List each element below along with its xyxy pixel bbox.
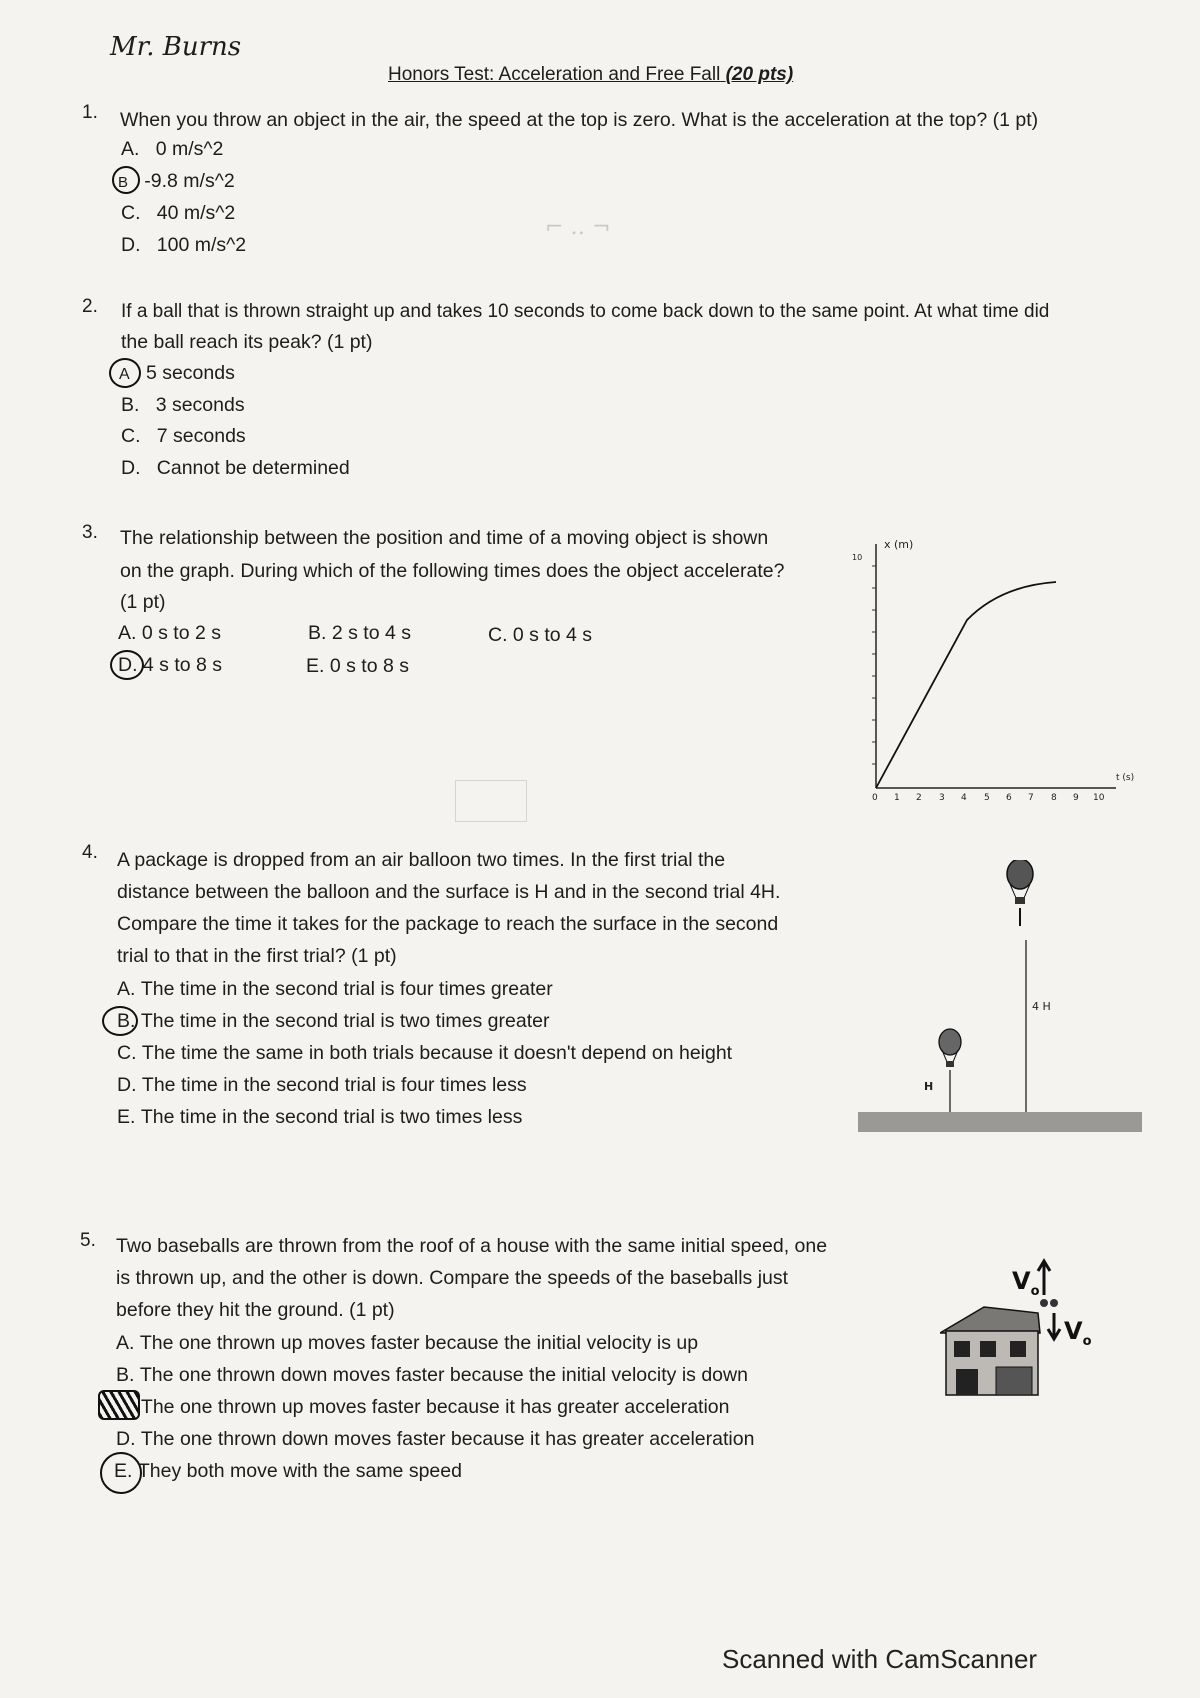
- option-b: B -9.8 m/s^2: [118, 170, 235, 192]
- option-c: The one thrown up moves faster because it has greater acceleration: [140, 1396, 730, 1418]
- x-tick-label: 0: [872, 793, 878, 803]
- ball-icon: [1040, 1299, 1048, 1307]
- question-number: 3.: [82, 522, 98, 543]
- x-tick-label: 3: [939, 793, 945, 803]
- question-text-line3: before they hit the ground. (1 pt): [116, 1299, 395, 1321]
- question-text-line4: trial to that in the first trial? (1 pt): [117, 945, 397, 967]
- option-d: D. 100 m/s^2: [121, 234, 247, 256]
- title-text: Honors Test: Acceleration and Free Fall: [388, 64, 721, 85]
- option-c: C. 0 s to 4 s: [488, 624, 593, 646]
- v-up-label: $V_o$: [1012, 1267, 1040, 1299]
- question-text-line1: A package is dropped from an air balloon two times. In the first trial the: [117, 849, 726, 871]
- x-tick-label: 2: [916, 793, 922, 803]
- x-tick-label: 9: [1073, 793, 1079, 803]
- option-b: B. The time in the second trial is two times greater: [117, 1010, 550, 1032]
- option-a: A. The one thrown up moves faster because the initial velocity is up: [116, 1332, 699, 1354]
- balloon-envelope: [1007, 860, 1033, 889]
- ball-icon: [1050, 1299, 1058, 1307]
- option-d: D. 4 s to 8 s: [118, 654, 223, 676]
- option-a: A. 0 m/s^2: [121, 138, 224, 160]
- x-tick-label: 10: [1093, 793, 1105, 803]
- house-figure: [940, 1255, 1110, 1415]
- option-a: A. The time in the second trial is four times greater: [117, 978, 553, 1000]
- graph-x-label: t (s): [1116, 773, 1135, 783]
- question-text-line1: Two baseballs are thrown from the roof of a house with the same initial speed, one: [116, 1235, 828, 1257]
- house-window: [954, 1341, 970, 1357]
- option-c: C. 40 m/s^2: [121, 202, 236, 224]
- graph-y-label: x (m): [884, 538, 914, 551]
- option-e: E. The time in the second trial is two times less: [117, 1106, 523, 1128]
- x-tick-label: 7: [1028, 793, 1034, 803]
- ground-surface: [858, 1112, 1142, 1132]
- house-window: [1010, 1341, 1026, 1357]
- x-tick-label: 4: [961, 793, 967, 803]
- option-b: B. 2 s to 4 s: [308, 622, 411, 644]
- x-tick-label: 5: [984, 793, 990, 803]
- question-text-line1: If a ball that is thrown straight up and takes 10 seconds to come back down to the same point. At what time did: [121, 301, 1050, 322]
- question-text-line2: distance between the balloon and the surface is H and in the second trial 4H.: [117, 881, 781, 903]
- option-d: D. The time in the second trial is four times less: [117, 1074, 527, 1096]
- option-a: A. 0 s to 2 s: [118, 622, 221, 644]
- balloon-figure: [850, 860, 1150, 1145]
- house-door: [956, 1369, 978, 1395]
- label-h: H: [924, 1080, 934, 1093]
- option-b: B. The one thrown down moves faster because the initial velocity is down: [116, 1364, 748, 1386]
- question-number: 2.: [82, 296, 98, 317]
- house-roof: [940, 1307, 1040, 1333]
- option-e: E. They both move with the same speed: [114, 1460, 462, 1482]
- question-number: 1.: [82, 102, 98, 123]
- option-b: B. 3 seconds: [121, 394, 245, 416]
- teacher-name: Mr. Burns: [110, 32, 242, 62]
- arrow-down-icon: [1048, 1313, 1060, 1339]
- page-title: [388, 64, 793, 86]
- x-tick-label: 1: [894, 793, 900, 803]
- question-text-line3: Compare the time it takes for the package to reach the surface in the second: [117, 913, 779, 935]
- v-down-label: $V_o$: [1064, 1317, 1092, 1349]
- title-points: (20 pts): [725, 64, 794, 85]
- position-time-graph: [850, 536, 1150, 816]
- x-tick-label: 6: [1006, 793, 1012, 803]
- arrow-up-icon: [1038, 1261, 1050, 1295]
- question-text-line2: the ball reach its peak? (1 pt): [121, 331, 373, 353]
- balloon-basket: [1015, 897, 1025, 904]
- question-number: 4.: [82, 842, 98, 863]
- graph-y-max-label: 10: [852, 553, 863, 562]
- option-d: D. The one thrown down moves faster because it has greater acceleration: [116, 1428, 755, 1450]
- balloon-low: [939, 1029, 961, 1112]
- question-number: 5.: [80, 1230, 96, 1251]
- x-tick-labels: [872, 793, 1105, 803]
- option-e: E. 0 s to 8 s: [306, 655, 409, 677]
- option-d: D. Cannot be determined: [121, 457, 350, 479]
- question-text-line3: (1 pt): [120, 591, 166, 613]
- label-4h: 4 H: [1032, 1000, 1051, 1013]
- balloon-high: [1007, 860, 1033, 926]
- question-text-line1: The relationship between the position and time of a moving object is shown: [120, 527, 769, 549]
- house-icon: [940, 1307, 1040, 1395]
- pencil-work: ⌐ ‥ ¬: [545, 215, 611, 240]
- pencil-box: [455, 780, 527, 822]
- house-window: [980, 1341, 996, 1357]
- scanner-watermark: Scanned with CamScanner: [722, 1644, 1038, 1674]
- question-text: When you throw an object in the air, the speed at the top is zero. What is the acceleration at the top? (1 pt): [120, 109, 1039, 131]
- x-tick-label: 8: [1051, 793, 1057, 803]
- balloon-basket: [946, 1061, 954, 1067]
- question-text-line2: on the graph. During which of the following times does the object accelerate?: [120, 560, 785, 582]
- position-curve: [876, 582, 1056, 788]
- option-c: C. The time the same in both trials because it doesn't depend on height: [117, 1042, 733, 1064]
- option-c: C. 7 seconds: [121, 425, 246, 447]
- house-garage: [996, 1367, 1032, 1395]
- question-text-line2: is thrown up, and the other is down. Compare the speeds of the baseballs just: [116, 1267, 789, 1289]
- option-a: A 5 seconds: [119, 362, 235, 384]
